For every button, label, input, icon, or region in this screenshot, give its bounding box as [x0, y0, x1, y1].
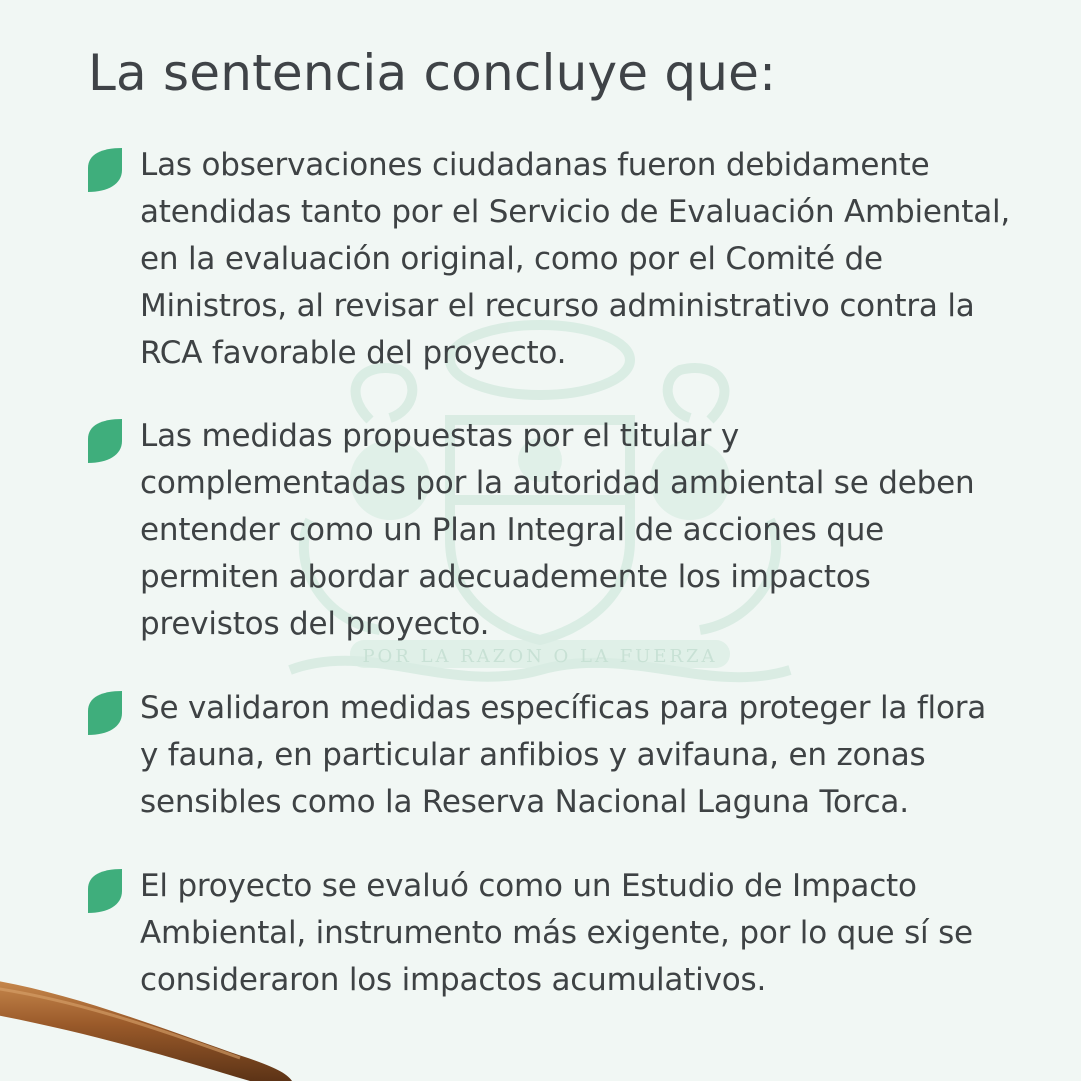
bullet-item-3: [82, 685, 1042, 826]
bullet-item-4: [82, 863, 1042, 1004]
bullet-text: Las observaciones ciudadanas fueron debidamente atendidas tanto por el Servicio de Evaluación Ambiental, en la evaluación original, como por el Comité de Ministros, al revisar el recurso administrativo contra la RCA favorable del proyecto.: [140, 147, 1011, 371]
bullet-text: El proyecto se evaluó como un Estudio de Impacto Ambiental, instrumento más exigente, por lo que sí se consideraron los impactos acumulativos.: [140, 868, 973, 998]
leaf-icon: [84, 417, 124, 465]
bullet-item-1: [82, 142, 1042, 377]
leaf-icon: [84, 867, 124, 915]
watermark-motto: POR LA RAZON O LA FUERZA: [362, 646, 718, 667]
leaf-icon: [84, 146, 124, 194]
leaf-icon: [84, 689, 124, 737]
bullet-text: Las medidas propuestas por el titular y complementadas por la autoridad ambiental se deben entender como un Plan Integral de acciones que permiten abordar adecuademente los impactos previstos del proyecto.: [140, 418, 975, 642]
bullet-item-2: [82, 413, 1042, 648]
page-title: La sentencia concluye que:: [88, 44, 777, 102]
bullet-text: Se validaron medidas específicas para proteger la flora y fauna, en particular anfibios y avifauna, en zonas sensibles como la Reserva Nacional Laguna Torca.: [140, 690, 987, 820]
